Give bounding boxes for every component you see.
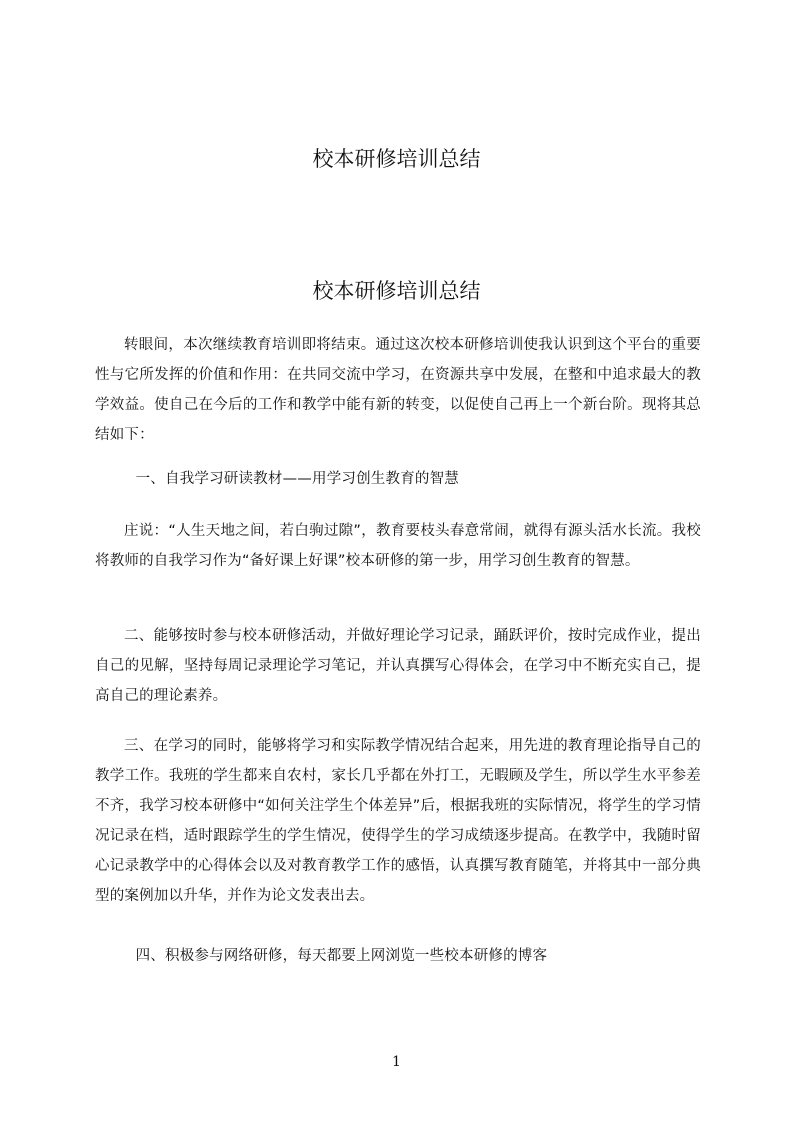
cover-title: 校本研修培训总结 (312, 147, 481, 171)
document-title: 校本研修培训总结 (312, 279, 481, 303)
section-paragraph-3: 三、在学习的同时，能够将学习和实际教学情况结合起来，用先进的教育理论指导自己的教学工作。我班的学生都来自农村，家长几乎都在外打工，无暇顾及学生，所以学生水平参差不齐，我学习校本研修中“如何关注学生个体差异”后，根据我班的实际情况，将学生的学习情况记录在档，适时跟踪学生的学生情况，使得学生的学习成绩逐步提高。在教学中，我随时留心记录教学中的心得体会以及对教育教学工作的感悟，认真撰写教育随笔，并将其中一部分典型的案例加以升华，并作为论文发表出去。 (95, 738, 701, 904)
page-number: 1 (392, 1054, 401, 1070)
intro-paragraph: 转眼间，本次继续教育培训即将结束。通过这次校本研修培训使我认识到这个平台的重要性与它所发挥的价值和作用：在共同交流中学习，在资源共享中发展，在整和中追求最大的教学效益。使自己在今后的工作和教学中能有新的转变，以促使自己再上一个新台阶。现将其总结如下： (95, 337, 701, 443)
section-heading-4: 四、积极参与网络研修，每天都要上网浏览一些校本研修的博客 (135, 948, 548, 964)
section-heading-1: 一、自我学习研读教材——用学习创生教育的智慧 (135, 471, 459, 487)
section-paragraph-1: 庄说：“人生天地之间，若白驹过隙”，教育要枝头春意常闹，就得有源头活水长流。我校将教师的自我学习作为“备好课上好课”校本研修的第一步，用学习创生教育的智慧。 (95, 523, 701, 569)
section-paragraph-2: 二、能够按时参与校本研修活动，并做好理论学习记录，踊跃评价，按时完成作业，提出自己的见解，坚持每周记录理论学习笔记，并认真撰写心得体会，在学习中不断充实自己，提高自己的理论素养。 (95, 628, 701, 704)
